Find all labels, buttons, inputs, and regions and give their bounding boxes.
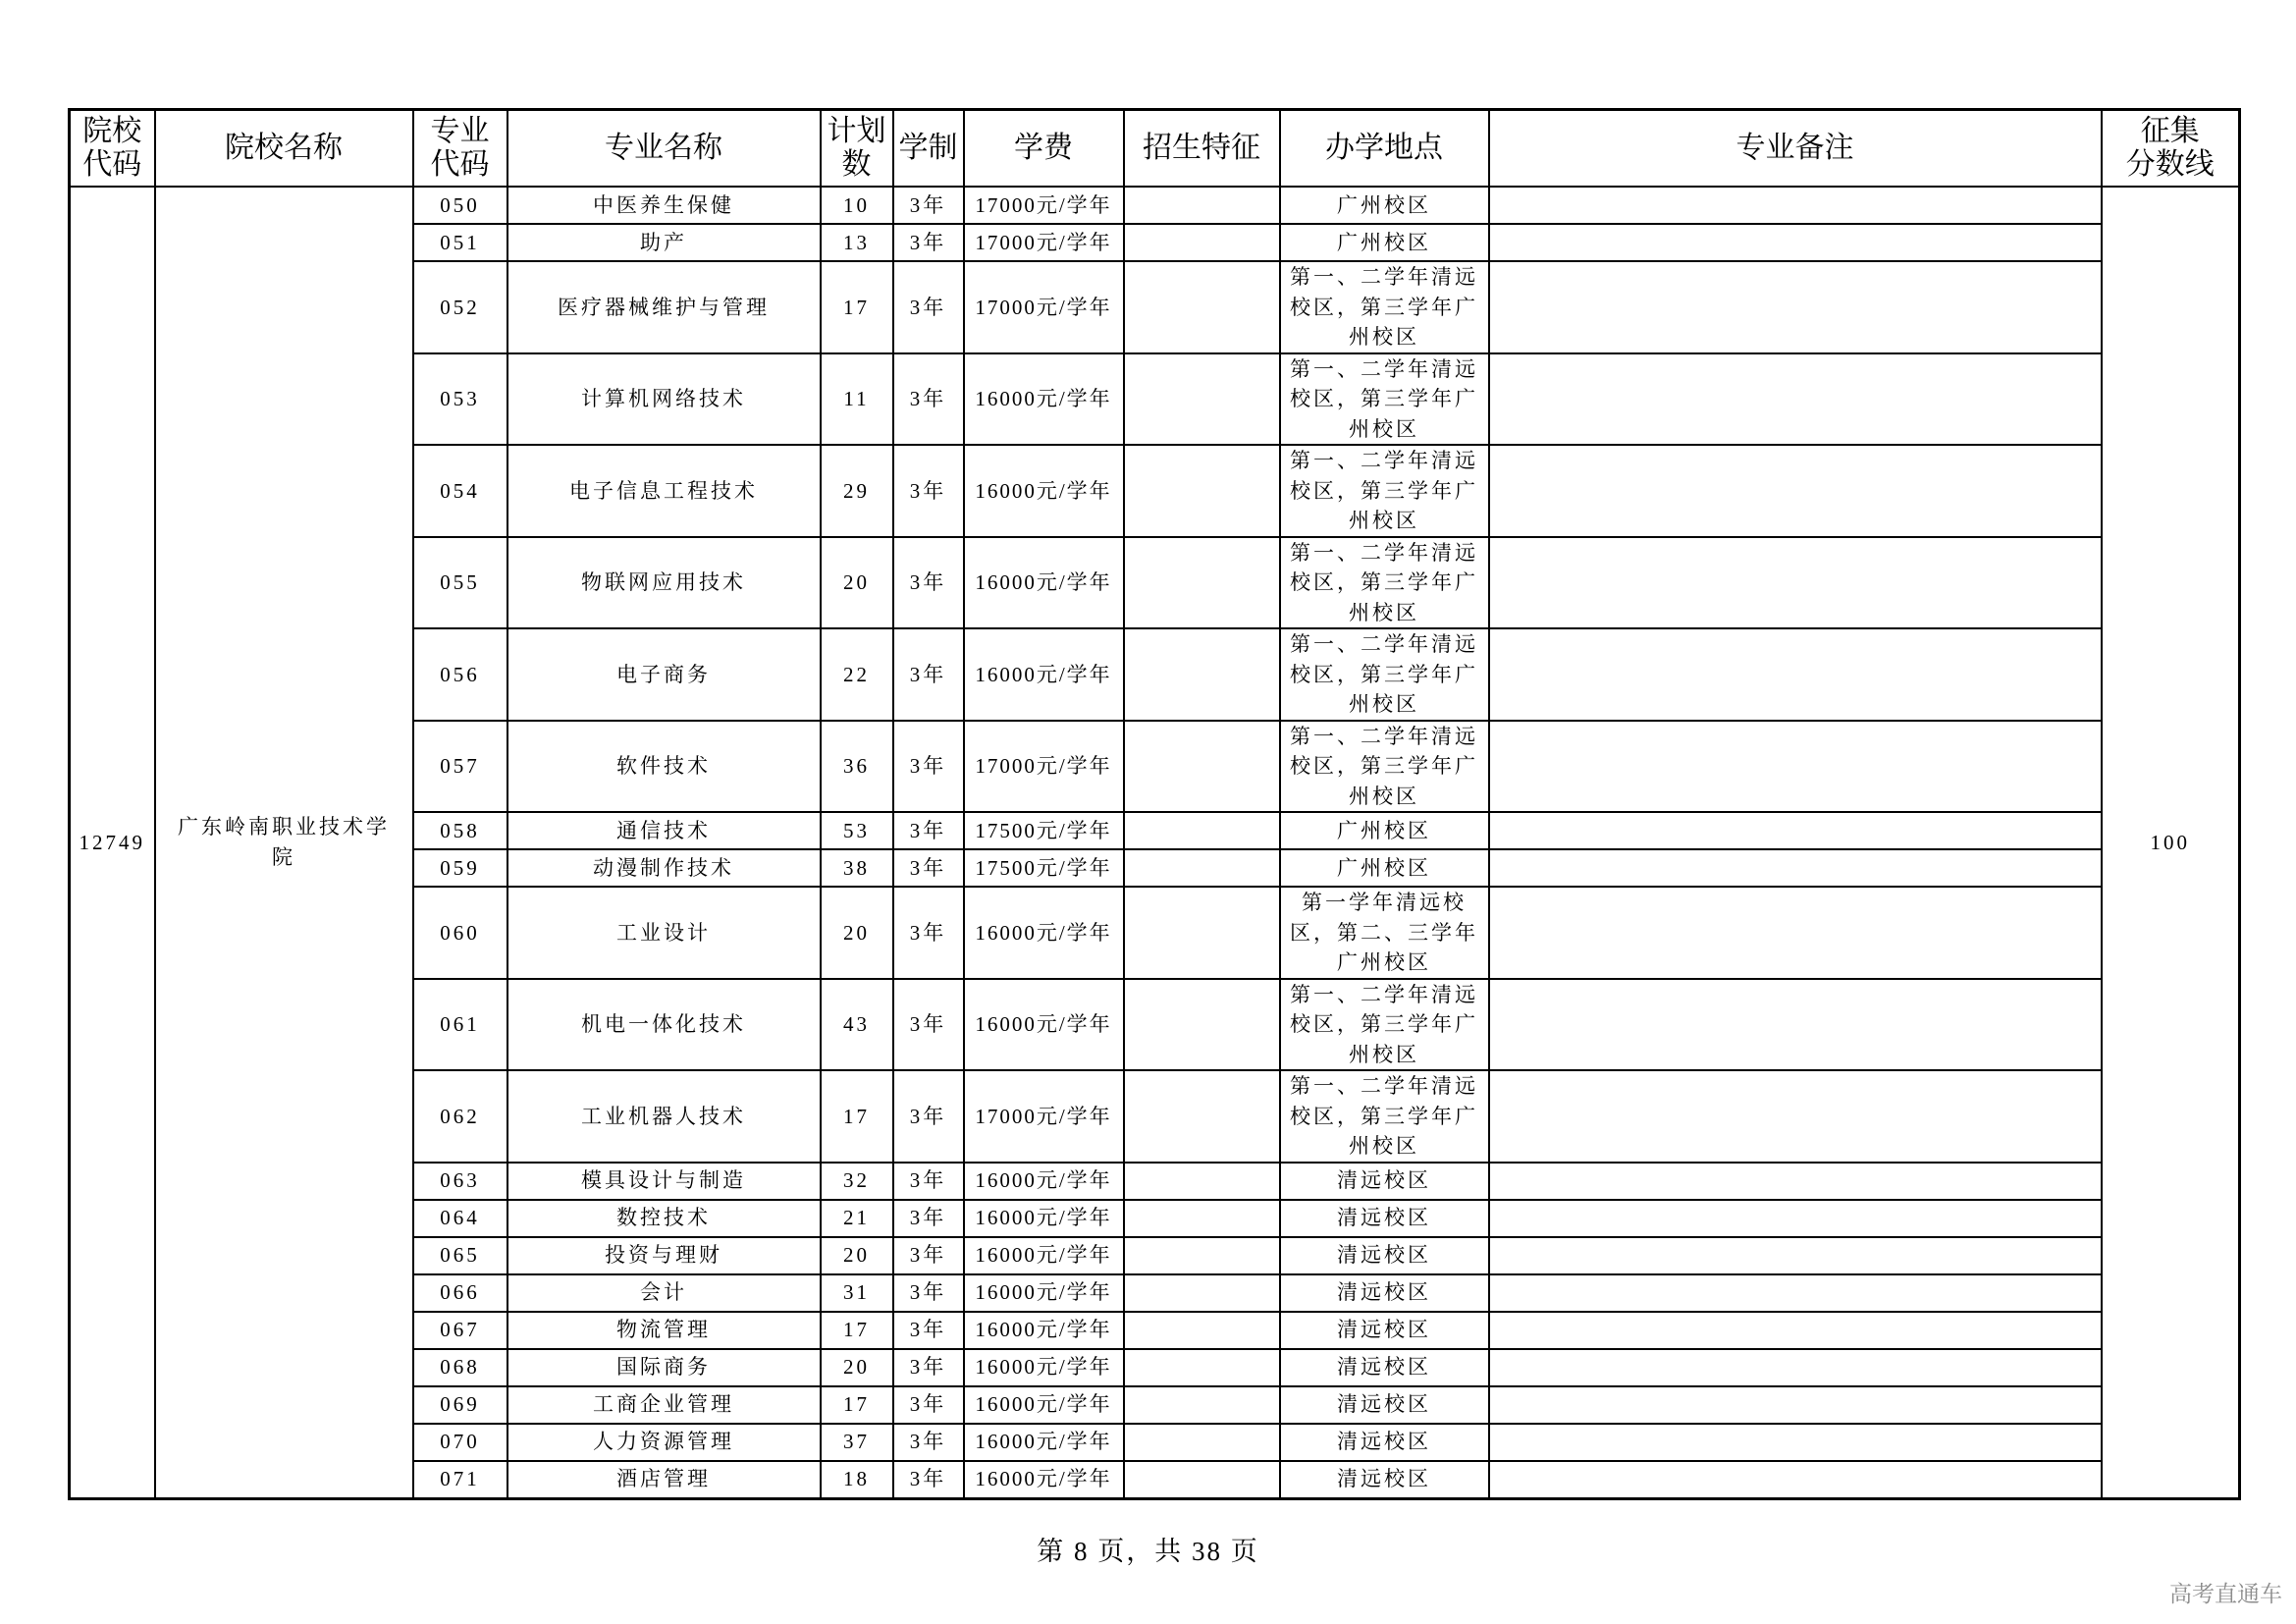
location-cell: 第一、二学年清远校区，第三学年广州校区 (1280, 261, 1489, 353)
major-name-cell: 人力资源管理 (507, 1424, 821, 1461)
major-remark-cell (1489, 1163, 2102, 1200)
major-remark-cell (1489, 1274, 2102, 1312)
major-name-cell: 计算机网络技术 (507, 353, 821, 446)
watermark-text: 高考直通车 (2169, 1581, 2282, 1606)
tuition-cell: 17000元/学年 (964, 1070, 1124, 1163)
tuition-cell: 16000元/学年 (964, 1461, 1124, 1499)
major-remark-cell (1489, 537, 2102, 629)
plan-count-cell: 37 (821, 1424, 893, 1461)
major-code-cell: 056 (413, 628, 507, 721)
enrollment-feature-cell (1124, 1386, 1280, 1424)
duration-cell: 3年 (893, 353, 964, 446)
tuition-cell: 16000元/学年 (964, 1274, 1124, 1312)
tuition-cell: 16000元/学年 (964, 1312, 1124, 1349)
location-cell: 广州校区 (1280, 812, 1489, 849)
major-remark-cell (1489, 721, 2102, 813)
duration-cell: 3年 (893, 979, 964, 1071)
major-code-cell: 057 (413, 721, 507, 813)
enrollment-feature-cell (1124, 1237, 1280, 1274)
enrollment-feature-cell (1124, 721, 1280, 813)
plan-count-cell: 20 (821, 887, 893, 979)
plan-count-cell: 11 (821, 353, 893, 446)
location-cell: 清远校区 (1280, 1349, 1489, 1386)
tuition-cell: 16000元/学年 (964, 1349, 1124, 1386)
major-remark-cell (1489, 887, 2102, 979)
major-code-cell: 062 (413, 1070, 507, 1163)
major-name-cell: 模具设计与制造 (507, 1163, 821, 1200)
plan-count-cell: 29 (821, 445, 893, 537)
tuition-cell: 17000元/学年 (964, 721, 1124, 813)
duration-cell: 3年 (893, 1163, 964, 1200)
plan-count-cell: 13 (821, 224, 893, 261)
enrollment-feature-cell (1124, 1424, 1280, 1461)
table-body (70, 187, 2240, 1498)
major-remark-cell (1489, 1070, 2102, 1163)
major-code-cell: 066 (413, 1274, 507, 1312)
location-cell: 清远校区 (1280, 1200, 1489, 1237)
major-name-cell: 助产 (507, 224, 821, 261)
major-remark-cell (1489, 979, 2102, 1071)
major-name-cell: 电子信息工程技术 (507, 445, 821, 537)
location-cell: 清远校区 (1280, 1274, 1489, 1312)
location-cell: 清远校区 (1280, 1163, 1489, 1200)
enrollment-feature-cell (1124, 812, 1280, 849)
plan-count-cell: 38 (821, 849, 893, 887)
major-name-cell: 物流管理 (507, 1312, 821, 1349)
location-cell: 第一、二学年清远校区，第三学年广州校区 (1280, 628, 1489, 721)
duration-cell: 3年 (893, 1237, 964, 1274)
location-cell: 第一、二学年清远校区，第三学年广州校区 (1280, 1070, 1489, 1163)
header-major-remark: 专业备注 (1489, 110, 2102, 188)
enrollment-feature-cell (1124, 187, 1280, 224)
location-cell: 第一、二学年清远校区，第三学年广州校区 (1280, 537, 1489, 629)
duration-cell: 3年 (893, 721, 964, 813)
duration-cell: 3年 (893, 849, 964, 887)
header-plan-count: 计划 数 (821, 110, 893, 188)
major-remark-cell (1489, 1237, 2102, 1274)
major-name-cell: 软件技术 (507, 721, 821, 813)
major-code-cell: 052 (413, 261, 507, 353)
location-cell: 第一、二学年清远校区，第三学年广州校区 (1280, 353, 1489, 446)
location-cell: 广州校区 (1280, 224, 1489, 261)
major-remark-cell (1489, 1461, 2102, 1499)
enrollment-feature-cell (1124, 1274, 1280, 1312)
major-name-cell: 电子商务 (507, 628, 821, 721)
duration-cell: 3年 (893, 1349, 964, 1386)
major-name-cell: 酒店管理 (507, 1461, 821, 1499)
major-remark-cell (1489, 628, 2102, 721)
location-cell: 广州校区 (1280, 849, 1489, 887)
major-name-cell: 工业设计 (507, 887, 821, 979)
enrollment-feature-cell (1124, 628, 1280, 721)
header-duration: 学制 (893, 110, 964, 188)
tuition-cell: 17500元/学年 (964, 849, 1124, 887)
major-remark-cell (1489, 1200, 2102, 1237)
duration-cell: 3年 (893, 1424, 964, 1461)
major-name-cell: 机电一体化技术 (507, 979, 821, 1071)
tuition-cell: 16000元/学年 (964, 1386, 1124, 1424)
tuition-cell: 17000元/学年 (964, 224, 1124, 261)
major-code-cell: 060 (413, 887, 507, 979)
major-code-cell: 059 (413, 849, 507, 887)
major-name-cell: 中医养生保健 (507, 187, 821, 224)
location-cell: 清远校区 (1280, 1312, 1489, 1349)
duration-cell: 3年 (893, 1200, 964, 1237)
major-code-cell: 064 (413, 1200, 507, 1237)
page-footer (0, 1534, 2296, 1569)
major-code-cell: 065 (413, 1237, 507, 1274)
score-line-cell: 100 (2102, 187, 2240, 1498)
enrollment-feature-cell (1124, 1461, 1280, 1499)
enrollment-feature-cell (1124, 887, 1280, 979)
major-remark-cell (1489, 849, 2102, 887)
tuition-cell: 16000元/学年 (964, 628, 1124, 721)
plan-count-cell: 21 (821, 1200, 893, 1237)
major-code-cell: 053 (413, 353, 507, 446)
major-code-cell: 051 (413, 224, 507, 261)
major-name-cell: 通信技术 (507, 812, 821, 849)
plan-count-cell: 43 (821, 979, 893, 1071)
school-code-cell: 12749 (70, 187, 155, 1498)
duration-cell: 3年 (893, 1274, 964, 1312)
major-name-cell: 工商企业管理 (507, 1386, 821, 1424)
tuition-cell: 16000元/学年 (964, 979, 1124, 1071)
major-remark-cell (1489, 1312, 2102, 1349)
header-tuition: 学费 (964, 110, 1124, 188)
duration-cell: 3年 (893, 628, 964, 721)
location-cell: 第一、二学年清远校区，第三学年广州校区 (1280, 445, 1489, 537)
tuition-cell: 16000元/学年 (964, 1424, 1124, 1461)
major-code-cell: 069 (413, 1386, 507, 1424)
header-school-name: 院校名称 (155, 110, 413, 188)
tuition-cell: 16000元/学年 (964, 887, 1124, 979)
duration-cell: 3年 (893, 187, 964, 224)
plan-count-cell: 20 (821, 1237, 893, 1274)
duration-cell: 3年 (893, 812, 964, 849)
header-score-line: 征集 分数线 (2102, 110, 2240, 188)
major-code-cell: 061 (413, 979, 507, 1071)
location-cell: 清远校区 (1280, 1424, 1489, 1461)
major-name-cell: 医疗器械维护与管理 (507, 261, 821, 353)
plan-count-cell: 17 (821, 1070, 893, 1163)
plan-count-cell: 32 (821, 1163, 893, 1200)
enrollment-feature-cell (1124, 537, 1280, 629)
table-row (70, 187, 2240, 224)
location-cell: 第一、二学年清远校区，第三学年广州校区 (1280, 979, 1489, 1071)
tuition-cell: 16000元/学年 (964, 445, 1124, 537)
tuition-cell: 16000元/学年 (964, 1163, 1124, 1200)
duration-cell: 3年 (893, 1070, 964, 1163)
plan-count-cell: 17 (821, 261, 893, 353)
admission-table (68, 108, 2241, 1500)
major-name-cell: 数控技术 (507, 1200, 821, 1237)
major-name-cell: 投资与理财 (507, 1237, 821, 1274)
plan-count-cell: 36 (821, 721, 893, 813)
location-cell: 第一、二学年清远校区，第三学年广州校区 (1280, 721, 1489, 813)
tuition-cell: 17500元/学年 (964, 812, 1124, 849)
tuition-cell: 16000元/学年 (964, 353, 1124, 446)
location-cell: 清远校区 (1280, 1237, 1489, 1274)
header-row (70, 110, 2240, 188)
duration-cell: 3年 (893, 445, 964, 537)
header-school-code: 院校 代码 (70, 110, 155, 188)
major-remark-cell (1489, 1386, 2102, 1424)
tuition-cell: 17000元/学年 (964, 187, 1124, 224)
major-code-cell: 067 (413, 1312, 507, 1349)
tuition-cell: 16000元/学年 (964, 1237, 1124, 1274)
table-header (70, 110, 2240, 188)
major-name-cell: 会计 (507, 1274, 821, 1312)
page-info: 第 8 页，共 38 页 (1037, 1537, 1259, 1566)
major-remark-cell (1489, 261, 2102, 353)
enrollment-feature-cell (1124, 849, 1280, 887)
tuition-cell: 16000元/学年 (964, 537, 1124, 629)
major-name-cell: 动漫制作技术 (507, 849, 821, 887)
plan-count-cell: 22 (821, 628, 893, 721)
enrollment-feature-cell (1124, 224, 1280, 261)
enrollment-feature-cell (1124, 979, 1280, 1071)
plan-count-cell: 20 (821, 537, 893, 629)
major-code-cell: 050 (413, 187, 507, 224)
major-code-cell: 055 (413, 537, 507, 629)
plan-count-cell: 53 (821, 812, 893, 849)
location-cell: 清远校区 (1280, 1386, 1489, 1424)
header-location: 办学地点 (1280, 110, 1489, 188)
major-code-cell: 070 (413, 1424, 507, 1461)
location-cell: 清远校区 (1280, 1461, 1489, 1499)
major-remark-cell (1489, 445, 2102, 537)
duration-cell: 3年 (893, 1386, 964, 1424)
major-remark-cell (1489, 812, 2102, 849)
header-major-name: 专业名称 (507, 110, 821, 188)
enrollment-feature-cell (1124, 1163, 1280, 1200)
plan-count-cell: 31 (821, 1274, 893, 1312)
duration-cell: 3年 (893, 537, 964, 629)
enrollment-feature-cell (1124, 1200, 1280, 1237)
duration-cell: 3年 (893, 1312, 964, 1349)
major-remark-cell (1489, 187, 2102, 224)
major-code-cell: 068 (413, 1349, 507, 1386)
location-cell: 广州校区 (1280, 187, 1489, 224)
school-name-cell: 广东岭南职业技术学院 (155, 187, 413, 1498)
enrollment-feature-cell (1124, 445, 1280, 537)
major-code-cell: 058 (413, 812, 507, 849)
header-enrollment-feature: 招生特征 (1124, 110, 1280, 188)
plan-count-cell: 10 (821, 187, 893, 224)
major-remark-cell (1489, 1424, 2102, 1461)
major-name-cell: 国际商务 (507, 1349, 821, 1386)
duration-cell: 3年 (893, 887, 964, 979)
major-code-cell: 063 (413, 1163, 507, 1200)
enrollment-feature-cell (1124, 353, 1280, 446)
major-remark-cell (1489, 224, 2102, 261)
major-name-cell: 物联网应用技术 (507, 537, 821, 629)
duration-cell: 3年 (893, 224, 964, 261)
plan-count-cell: 17 (821, 1386, 893, 1424)
tuition-cell: 16000元/学年 (964, 1200, 1124, 1237)
major-code-cell: 054 (413, 445, 507, 537)
major-remark-cell (1489, 1349, 2102, 1386)
duration-cell: 3年 (893, 261, 964, 353)
enrollment-feature-cell (1124, 1312, 1280, 1349)
major-name-cell: 工业机器人技术 (507, 1070, 821, 1163)
location-cell: 第一学年清远校区，第二、三学年广州校区 (1280, 887, 1489, 979)
plan-count-cell: 20 (821, 1349, 893, 1386)
enrollment-feature-cell (1124, 1349, 1280, 1386)
enrollment-feature-cell (1124, 1070, 1280, 1163)
enrollment-feature-cell (1124, 261, 1280, 353)
plan-count-cell: 18 (821, 1461, 893, 1499)
major-remark-cell (1489, 353, 2102, 446)
plan-count-cell: 17 (821, 1312, 893, 1349)
major-code-cell: 071 (413, 1461, 507, 1499)
header-major-code: 专业 代码 (413, 110, 507, 188)
tuition-cell: 17000元/学年 (964, 261, 1124, 353)
duration-cell: 3年 (893, 1461, 964, 1499)
